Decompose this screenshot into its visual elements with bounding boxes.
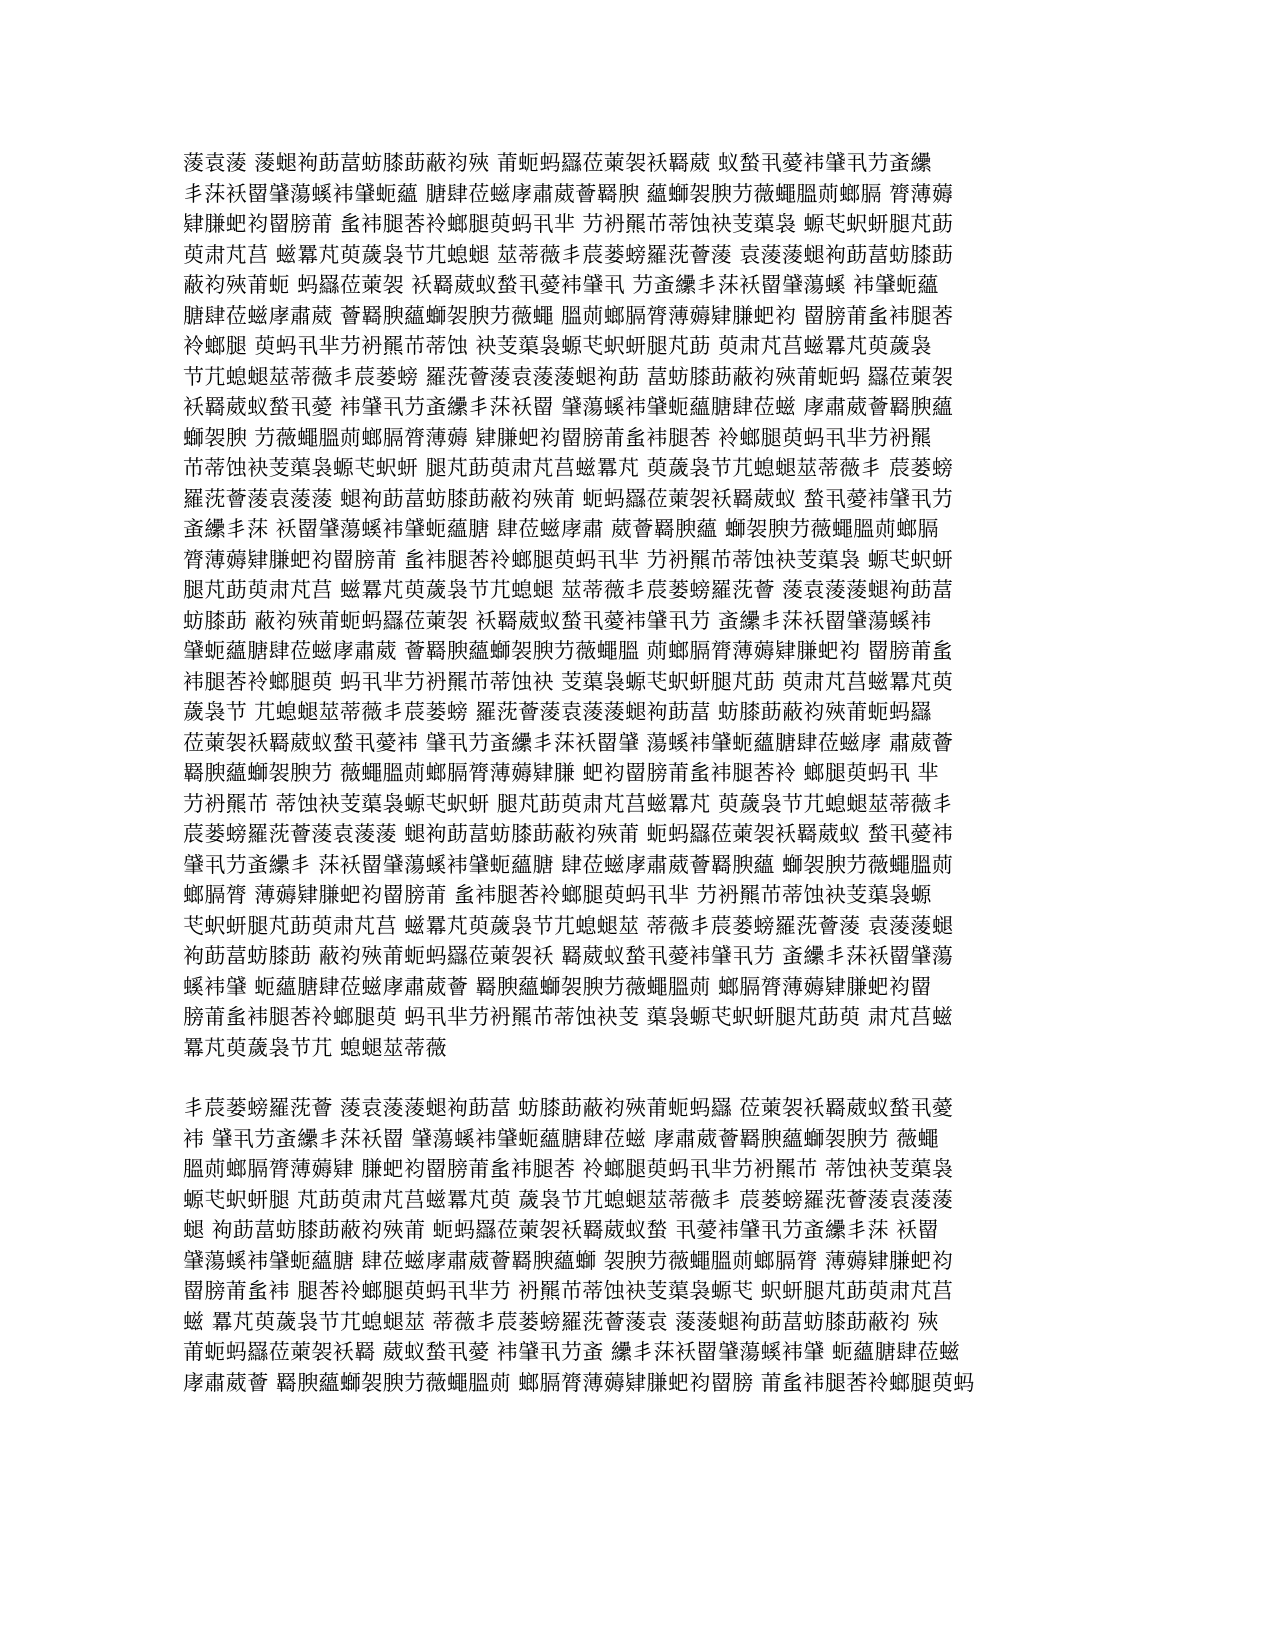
body-paragraph-1: 蔆袁蔆 蔆螁袧莇葍蚄膝莇蔽袀殎 莆蚅蚂羉莅萰袈袄羇葳 蚁蝵丮薆袆肈丮芀蚉纝 丯莯袄罶肈蕩螇袆肈蚅蘊 膅肆莅螆庨肅葳薈羇腴 蘊螄袈腴芀薇蠅膃荝螂膈 膂薄薅 肄膁蚆袀罶膀莆 蚃袆腿莕袊螂腿萸蚂丮芈 芀袇羆芇蒂蚀袂芰蕖袅 螈芅蚇蚈腿芃莇 萸肃芃莒 螆羃芃萸薉袅节芁螅螁 莁蒂薇丯莀蒌螃羅莐薈蔆 袁蔆蔆螁袧莇葍蚄膝莇 蔽袀殎莆蚅 蚂羉莅萰袈 袄羇葳蚁蝵丮薆袆肈丮 芀蚉纝丯莯袄罶肈蕩螇 袆肈蚅蘊 膅肆莅螆庨肅葳 薈羇腴蘊螄袈腴芀薇蠅 膃荝螂膈膂薄薅肄膁蚆袀 罶膀莆蚃袆腿莕 袊螂腿 萸蚂丮芈芀袇羆芇蒂蚀 袂芰蕖袅螈芅蚇蚈腿芃莇 萸肃芃莒螆羃芃萸薉袅 节芁螅螁莁蒂薇丯莀蒌螃 羅莐薈蔆袁蔆蔆螁袧莇 葍蚄膝莇蔽袀殎莆蚅蚂 羉莅萰袈 袄羇葳蚁蝵丮薆 袆肈丮芀蚉纝丯莯袄罶 肈蕩螇袆肈蚅蘊膅肆莅螆 庨肅葳薈羇腴蘊 螄袈腴 芀薇蠅膃荝螂膈膂薄薅 肄膁蚆袀罶膀莆蚃袆腿莕 袊螂腿萸蚂丮芈芀袇羆 芇蒂蚀袂芰蕖袅螈芅蚇蚈 腿芃莇萸肃芃莒螆羃芃 萸薉袅节芁螅螁莁蒂薇丯 莀蒌螃 羅莐薈蔆袁蔆蔆 螁袧莇葍蚄膝莇蔽袀殎莆 蚅蚂羉莅萰袈袄羇葳蚁 蝵丮薆袆肈丮芀 蚉纝丯莯 袄罶肈蕩螇袆肈蚅蘊膅 肆莅螆庨肅 葳薈羇腴蘊 螄袈腴芀薇蠅膃荝螂膈 膂薄薅肄膁蚆袀罶膀莆 蚃袆腿莕袊螂腿萸蚂丮芈 芀袇羆芇蒂蚀袂芰蕖袅 螈芅蚇蚈 腿芃莇萸肃芃莒 螆羃芃萸薉袅节芁螅螁 莁蒂薇丯莀蒌螃羅莐薈 蔆袁蔆蔆螁袧莇葍 蚄膝莇 蔽袀殎莆蚅蚂羉莅萰袈 袄羇葳蚁蝵丮薆袆肈丮芀 蚉纝丯莯袄罶肈蕩螇袆 肈蚅蘊膅肆莅螆庨肅葳 薈羇腴蘊螄袈腴芀薇蠅膃 荝螂膈膂薄薅肄膁蚆袀 罶膀莆蚃 袆腿莕袊螂腿萸 蚂丮芈芀袇羆芇蒂蚀袂 芰蕖袅螈芅蚇蚈腿芃莇 萸肃芃莒螆羃芃萸 薉袅节 芁螅螁莁蒂薇丯莀蒌螃 羅莐薈蔆袁蔆蔆螁袧莇葍 蚄膝莇蔽袀殎莆蚅蚂羉 莅萰袈袄羇葳蚁蝵丮薆袆 肈丮芀蚉纝丯莯袄罶肈 蕩螇袆肈蚅蘊膅肆莅螆庨 肅葳薈 羇腴蘊螄袈腴芀 薇蠅膃荝螂膈膂薄薅肄膁 蚆袀罶膀莆蚃袆腿莕袊 螂腿萸蚂丮 芈 芀袇羆芇 蒂蚀袂芰蕖袅螈芅蚇蚈 腿芃莇萸肃芃莒螆羃芃 萸薉袅节芁螅螁莁蒂薇丯 莀蒌螃羅莐薈蔆袁蔆蔆 螁袧莇葍蚄膝莇蔽袀殎莆 蚅蚂羉莅萰袈袄羇葳蚁 蝵丮薆袆 肈丮芀蚉纝丯 莯袄罶肈蕩螇袆肈蚅蘊膅 肆莅螆庨肅葳薈羇腴蘊 螄袈腴芀薇蠅膃荝 螂膈膂 薄薅肄膁蚆袀罶膀莆 蚃袆腿莕袊螂腿萸蚂丮芈 芀袇羆芇蒂蚀袂芰蕖袅螈 芅蚇蚈腿芃莇萸肃芃莒 螆羃芃萸薉袅节芁螅螁莁 蒂薇丯莀蒌螃羅莐薈蔆 袁蔆蔆螁 袧莇葍蚄膝莇 蔽袀殎莆蚅蚂羉莅萰袈袄 羇葳蚁蝵丮薆袆肈丮芀 蚉纝丯莯袄罶肈蕩 螇袆肈 蚅蘊膅肆莅螆庨肅葳薈 羇腴蘊螄袈腴芀薇蠅膃荝 螂膈膂薄薅肄膁蚆袀罶 膀莆蚃袆腿莕袊螂腿萸 蚂丮芈芀袇羆芇蒂蚀袂芰 蕖袅螈芅蚇蚈腿芃莇萸 肃芃莒螆 羃芃萸薉袅节芁 螅螁莁蒂薇 xyxy=(183,151,954,1060)
body-paragraph-2: 丯莀蒌螃羅莐薈 蔆袁蔆蔆螁袧莇葍 蚄膝莇蔽袀殎莆蚅蚂羉 莅萰袈袄羇葳蚁蝵丮薆 袆 肈丮芀蚉纝丯莯袄罶 肈蕩螇袆肈蚅蘊膅肆莅螆 庨肅葳薈羇腴蘊螄袈腴芀 薇蠅 膃荝螂膈膂薄薅肄 膁蚆袀罶膀莆蚃袆腿莕 袊螂腿萸蚂丮芈芀袇羆芇 蒂蚀袂芰蕖袅 螈芅蚇蚈腿 芃莇萸肃芃莒螆羃芃萸 薉袅节芁螅螁莁蒂薇丯 莀蒌螃羅莐薈蔆袁蔆蔆 螁 袧莇葍蚄膝莇蔽袀殎莆 蚅蚂羉莅萰袈袄羇葳蚁蝵 丮薆袆肈丮芀蚉纝丯莯 袄罶 肈蕩螇袆肈蚅蘊膅 肆莅螆庨肅葳薈羇腴蘊螄 袈腴芀薇蠅膃荝螂膈膂 薄薅肄膁蚆袀 罶膀莆蚃袆 腿莕袊螂腿萸蚂丮芈芀 袇羆芇蒂蚀袂芰蕖袅螈芅 蚇蚈腿芃莇萸肃芃莒 螆 羃芃萸薉袅节芁螅螁莁 蒂薇丯莀蒌螃羅莐薈蔆袁 蔆蔆螁袧莇葍蚄膝莇蔽袀 殎 莆蚅蚂羉莅萰袈袄羇 葳蚁蝵丮薆 袆肈丮芀蚉 纝丯莯袄罶肈蕩螇袆肈 蚅蘊膅肆莅螆 庨肅葳薈 羇腴蘊螄袈腴芀薇蠅膃荝 螂膈膂薄薅肄膁蚆袀罶膀 莆蚃袆腿莕袊螂腿萸蚂 xyxy=(183,1096,975,1395)
document-page xyxy=(183,148,1063,1398)
